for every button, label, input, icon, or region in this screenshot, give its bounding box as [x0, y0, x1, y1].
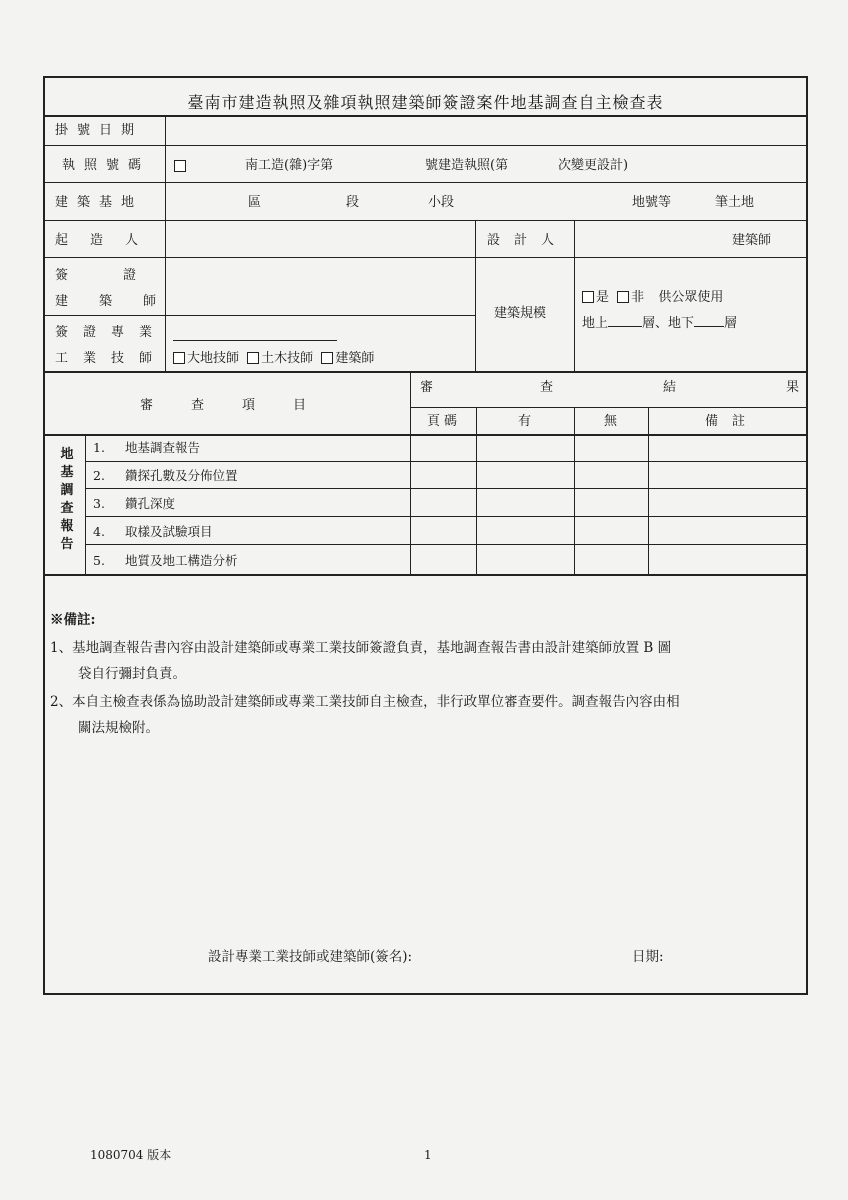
item-no: 2.: [93, 468, 105, 483]
col-rule: [410, 371, 411, 574]
item-text: 鑽探孔數及分佈位置: [125, 468, 238, 483]
cert-architect-field[interactable]: [166, 258, 474, 314]
review-item-header: 審查項目: [140, 398, 345, 413]
col-rule: [85, 434, 86, 574]
rule: [85, 488, 806, 489]
permit-text-2: 號建造執照(第: [425, 158, 509, 173]
rule: [85, 461, 806, 462]
floor-unit: 層: [642, 316, 656, 331]
page-number: 1: [424, 1148, 432, 1162]
item-text: 鑽孔深度: [125, 496, 176, 511]
floors-below-label: 、地下: [655, 316, 695, 331]
applicant-field[interactable]: [166, 221, 474, 256]
permit-text-3: 次變更設計): [558, 158, 629, 173]
col-yes: 有: [518, 414, 532, 429]
group-char: 查: [60, 501, 74, 516]
signature-label: 設計專業工業技師或建築師(簽名):: [208, 949, 413, 965]
group-char: 地: [60, 447, 74, 462]
civil-engineer-label: 土木技師: [261, 351, 314, 366]
rule: [45, 434, 806, 436]
floors-row: [582, 316, 737, 332]
date-field[interactable]: [680, 944, 800, 966]
cert-engineer-label-1: 簽證專業: [55, 325, 168, 340]
result-header-2: 查: [540, 380, 554, 395]
cert-architect-label-2: 建築師: [55, 294, 188, 309]
rule: [85, 544, 806, 545]
col-page: 頁碼: [427, 414, 462, 429]
version-label: 1080704 版本: [90, 1148, 172, 1162]
col-rule: [475, 220, 476, 371]
date-label: 日期:: [632, 949, 664, 965]
cert-architect-label-1: 簽證: [55, 268, 192, 283]
item-no: 4.: [93, 524, 105, 539]
subsection-label: 小段: [428, 195, 455, 210]
permit-checkbox[interactable]: [174, 160, 186, 172]
permit-no-label: 執照號碼: [62, 158, 151, 173]
yes-label: 是: [596, 290, 610, 305]
group-char: 基: [60, 465, 74, 480]
rule: [45, 145, 806, 146]
signature-field[interactable]: [468, 944, 618, 966]
item-text: 地質及地工構造分析: [125, 553, 238, 568]
scale-label: 建築規模: [494, 306, 547, 321]
item-no: 1.: [93, 440, 105, 455]
floors-above-label: 地上: [582, 316, 609, 331]
engineer-name-line[interactable]: [173, 340, 337, 341]
item-text: 取樣及試驗項目: [125, 524, 213, 539]
permit-text-1: 南工造(雜)字第: [245, 158, 334, 173]
rule: [410, 407, 806, 408]
col-rule: [574, 220, 575, 371]
rule: [45, 315, 475, 316]
no-checkbox[interactable]: [617, 291, 629, 303]
item-no: 3.: [93, 496, 105, 511]
col-rule: [648, 407, 649, 574]
rule: [45, 182, 806, 183]
civil-engineer-checkbox[interactable]: [247, 352, 259, 364]
lots-label: 筆土地: [715, 195, 755, 210]
floors-below-input[interactable]: [694, 326, 724, 327]
notes-heading: ※備註:: [50, 612, 96, 628]
public-use-row: [582, 290, 723, 306]
rule: [45, 574, 806, 576]
rule: [85, 516, 806, 517]
group-char: 報: [60, 519, 74, 534]
register-date-field[interactable]: [166, 116, 805, 144]
col-no: 無: [604, 414, 618, 429]
note-2-line-1: 2、本自主檢查表係為協助設計建築師或專業工業技師自主檢查，非行政單位審查要件。調查報告內容由相: [50, 694, 680, 710]
floor-unit-2: 層: [724, 316, 738, 331]
note-1-line-1: 1、基地調查報告書內容由設計建築師或專業工業技師簽證負責，基地調查報告書由設計建築師放置 B 圖: [50, 640, 672, 656]
note-1-line-2: 袋自行彌封負責。: [78, 666, 186, 682]
col-rule: [574, 407, 575, 574]
col-rule: [476, 407, 477, 574]
col-remark: 備註: [705, 414, 760, 429]
form-title: 臺南市建造執照及雜項執照建築師簽證案件地基調查自主檢查表: [187, 93, 664, 112]
group-label: [57, 446, 77, 554]
designer-label: 設計人: [487, 233, 569, 248]
geo-engineer-checkbox[interactable]: [173, 352, 185, 364]
result-header-4: 果: [786, 380, 800, 395]
rule: [45, 371, 806, 373]
result-header-3: 結: [663, 380, 677, 395]
register-date-label: 掛號日期: [55, 123, 144, 138]
floors-above-input[interactable]: [608, 326, 642, 327]
site-label: 建築基地: [55, 195, 144, 210]
architect-option-label: 建築師: [335, 351, 375, 366]
public-use-label: 供公眾使用: [658, 290, 724, 305]
group-char: 調: [60, 483, 74, 498]
architect-checkbox[interactable]: [321, 352, 333, 364]
applicant-label: 起造人: [55, 233, 161, 248]
note-2-line-2: 關法規檢附。: [78, 720, 159, 736]
item-text: 地基調查報告: [125, 440, 201, 455]
lot-no-label: 地號等: [632, 195, 672, 210]
no-label: 非: [631, 290, 645, 305]
group-char: 告: [60, 537, 74, 552]
engineer-type-options: [173, 351, 374, 367]
item-no: 5.: [93, 553, 105, 568]
architect-suffix: 建築師: [732, 233, 772, 248]
district-label: 區: [248, 195, 262, 210]
geo-engineer-label: 大地技師: [187, 351, 240, 366]
section-label: 段: [346, 195, 360, 210]
cert-engineer-label-2: 工業技師: [55, 351, 168, 366]
result-header-1: 審: [420, 380, 434, 395]
yes-checkbox[interactable]: [582, 291, 594, 303]
